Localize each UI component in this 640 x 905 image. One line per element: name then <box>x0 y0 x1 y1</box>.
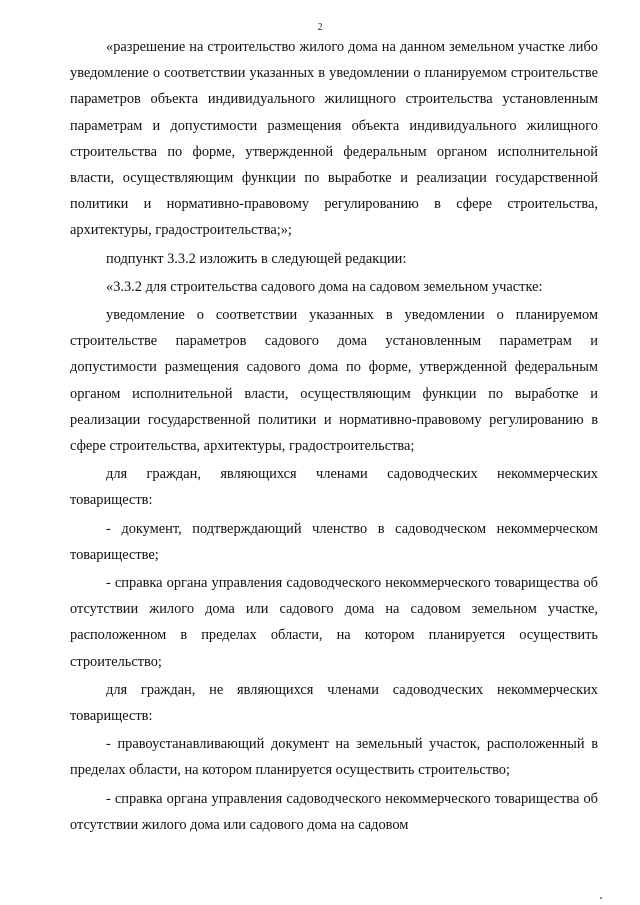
document-body <box>70 34 598 838</box>
paragraph: - справка органа управления садоводческого некоммерческого товарищества об отсутствии жилого дома или садового дома на садовом <box>70 790 598 833</box>
paragraph: подпункт 3.3.2 изложить в следующей редакции: <box>106 250 407 267</box>
paragraph: - правоустанавливающий документ на земельный участок, расположенный в пределах области, на котором планируется осуществить строительство; <box>70 736 598 779</box>
paragraph: - документ, подтверждающий членство в садоводческом некоммерческом товариществе; <box>70 520 598 563</box>
paragraph: уведомление о соответствии указанных в уведомлении о планируемом строительстве параметров садового дома установленным параметрам и допустимости размещения садового дома по форме, утвержденной федеральным органом исполнительной власти, осуществляющим функции по выработке и реализации государственной политики и нормативно-правовому регулированию в сфере строительства, архитектуры, градостроительства; <box>70 307 598 455</box>
page-number: 2 <box>317 22 323 33</box>
paragraph: «разрешение на строительство жилого дома на данном земельном участке либо уведомление о соответствии указанных в уведомлении о планируемом строительстве параметров объекта индивидуального жилищного строительства установленным параметрам и допустимости размещения объекта индивидуального жилищного строительства по форме, утвержденной федеральным органом исполнительной власти, осуществляющим функции по выработке и реализации государственной политики и нормативно-правовому регулированию в сфере строительства, архитектуры, градостроительства;»; <box>70 39 598 239</box>
paragraph: «3.3.2 для строительства садового дома на садовом земельном участке: <box>106 278 543 295</box>
paragraph: - справка органа управления садоводческого некоммерческого товарищества об отсутствии жилого дома или садового дома на садовом земельном участке, расположенном в пределах области, на котором планируется осуществить строительство; <box>70 575 598 670</box>
paragraph: для граждан, не являющихся членами садоводческих некоммерческих товариществ: <box>70 681 598 725</box>
paragraph: для граждан, являющихся членами садоводческих некоммерческих товариществ: <box>70 466 598 509</box>
scan-speck <box>600 897 602 899</box>
